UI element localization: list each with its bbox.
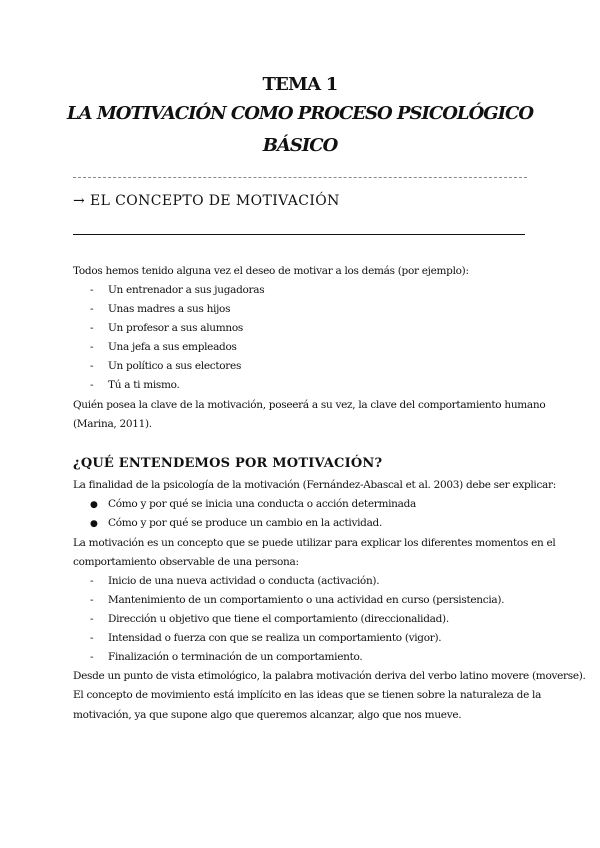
list-dash: - [90, 651, 94, 663]
list-item: Un profesor a sus alumnos [108, 322, 243, 334]
list-dash: - [90, 379, 94, 391]
list-item: Tú a ti mismo. [108, 379, 180, 391]
list-item: Un entrenador a sus jugadoras [108, 284, 265, 296]
bullet-item: Cómo y por qué se produce un cambio en la actividad. [108, 517, 383, 529]
list-item: Inicio de una nueva actividad o conducta (activación). [108, 575, 380, 587]
list-dash: - [90, 613, 94, 625]
list-item: Un político a sus electores [108, 360, 242, 372]
doc-title-line2: BÁSICO [262, 135, 338, 156]
list-dash: - [90, 322, 94, 334]
section-heading-understanding: ¿QUÉ ENTENDEMOS POR MOTIVACIÓN? [73, 456, 383, 471]
list-dash: - [90, 575, 94, 587]
movement-paragraph-end: motivación, ya que supone algo que queremos alcanzar, algo que nos mueve. [73, 709, 462, 721]
section-heading-concept: → EL CONCEPTO DE MOTIVACIÓN [73, 193, 340, 209]
list-item: Unas madres a sus hijos [108, 303, 231, 315]
list-dash: - [90, 594, 94, 606]
list-item: Mantenimiento de un comportamiento o una actividad en curso (persistencia). [108, 594, 505, 606]
etymology-paragraph: Desde un punto de vista etimológico, la palabra motivación deriva del verbo latino movere (moverse). [73, 670, 586, 682]
bullet-mark: ● [90, 519, 98, 529]
marina-quote-citation: (Marina, 2011). [73, 418, 152, 430]
doc-title-topic: TEMA 1 [262, 74, 338, 95]
bullet-mark: ● [90, 500, 98, 510]
list-dash: - [90, 632, 94, 644]
solid-divider [73, 234, 525, 235]
list-dash: - [90, 284, 94, 296]
list-item: Finalización o terminación de un comportamiento. [108, 651, 363, 663]
list-item: Una jefa a sus empleados [108, 341, 237, 353]
concept-paragraph-line: La motivación es un concepto que se puede utilizar para explicar los diferentes momentos en el [73, 537, 556, 549]
dashed-divider [73, 177, 527, 178]
list-dash: - [90, 341, 94, 353]
doc-title-line1: LA MOTIVACIÓN COMO PROCESO PSICOLÓGICO [66, 103, 534, 124]
concept-paragraph-end: comportamiento observable de una persona: [73, 556, 299, 568]
marina-quote-line: Quién posea la clave de la motivación, poseerá a su vez, la clave del comportamiento humano [73, 399, 546, 411]
movement-paragraph-line: El concepto de movimiento está implícito en las ideas que se tienen sobre la naturaleza de la [73, 689, 542, 701]
intro-paragraph: Todos hemos tenido alguna vez el deseo de motivar a los demás (por ejemplo): [73, 265, 469, 277]
list-dash: - [90, 360, 94, 372]
list-dash: - [90, 303, 94, 315]
list-item: Dirección u objetivo que tiene el comportamiento (direccionalidad). [108, 613, 449, 625]
finalidad-paragraph: La finalidad de la psicología de la motivación (Fernández-Abascal et al. 2003) debe ser explicar: [73, 479, 556, 491]
list-item: Intensidad o fuerza con que se realiza un comportamiento (vigor). [108, 632, 442, 644]
bullet-item: Cómo y por qué se inicia una conducta o acción determinada [108, 498, 416, 510]
